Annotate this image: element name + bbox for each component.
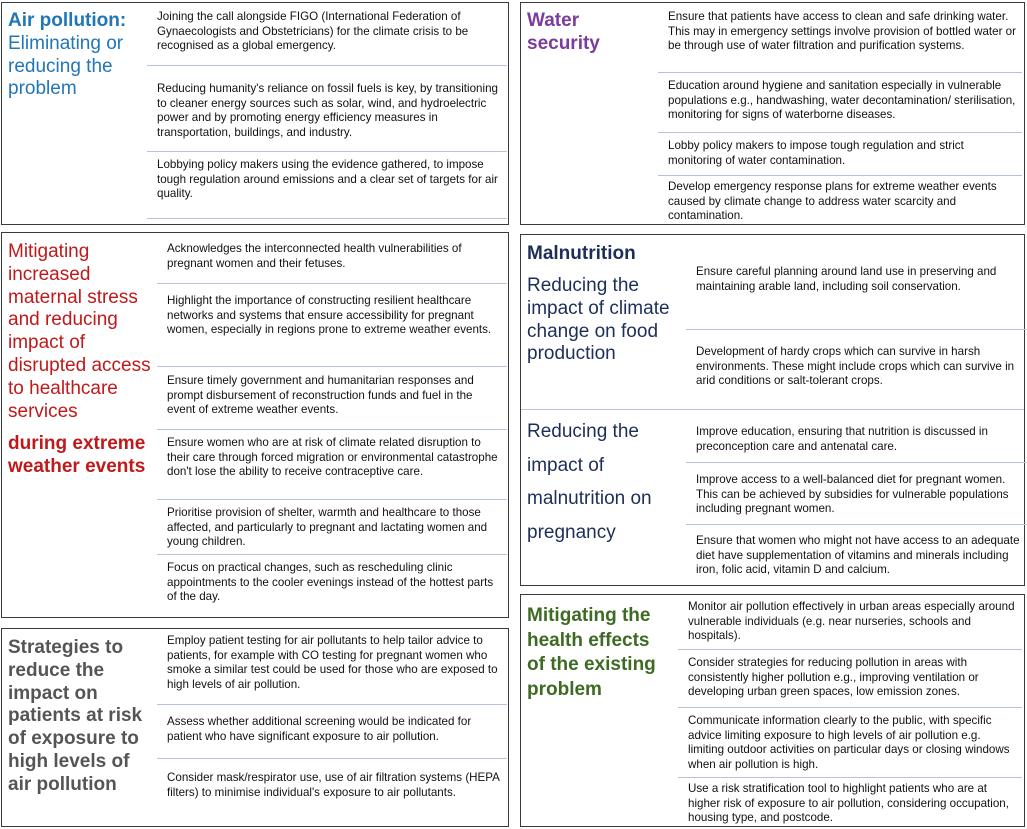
mitigating-list (678, 597, 1022, 824)
item-text: Improve education, ensuring that nutrition is discussed in preconception care and antenatal care. (696, 425, 988, 453)
list-item (157, 500, 507, 555)
air-pollution-panel (1, 2, 509, 225)
list-item (157, 367, 507, 430)
item-text: Development of hardy crops which can survive in harsh environments. These might include crops which can survive in arid conditions or salt-tolerant crops. (696, 345, 1015, 388)
water-security-list (658, 7, 1022, 223)
list-item (157, 705, 507, 759)
item-text: Joining the call alongside FIGO (International Federation of Gynaecologists and Obstetricians) for the climate crisis to be recognised as a global emergency. (157, 10, 469, 53)
list-item (157, 430, 507, 500)
mitigating-panel (520, 594, 1025, 827)
item-text: Acknowledges the interconnected health vulnerabilities of pregnant women and their fetuses. (167, 242, 462, 270)
list-item (678, 650, 1022, 708)
maternal-stress-title-bold: during extreme weather events (8, 433, 146, 478)
strategies-title: Strategies to reduce the impact on patients at risk of exposure to high levels of air pollution (8, 637, 143, 795)
list-item (678, 778, 1022, 824)
list-item (686, 330, 1026, 409)
list-item (658, 133, 1022, 176)
list-item (147, 152, 507, 219)
malnutrition-sub2: Reducing the impact of malnutrition on pregnancy (527, 421, 652, 543)
list-item (686, 235, 1026, 330)
list-item (157, 631, 507, 705)
list-item (147, 7, 507, 66)
air-pollution-list (147, 7, 507, 219)
maternal-stress-title-main: Mitigating increased maternal stress and reducing impact of disrupted access to healthcare services (8, 241, 151, 422)
air-pollution-title-bold: Air pollution: (8, 10, 127, 31)
item-text: Ensure women who are at risk of climate related disruption to their care through forced migration or environmental catastrophe don't lose the ability to receive contraceptive care. (167, 436, 498, 479)
item-text: Ensure careful planning around land use in preserving and maintaining arable land, including soil conservation. (696, 265, 997, 293)
list-item (157, 284, 507, 367)
item-text: Highlight the importance of constructing resilient healthcare networks and systems that ensure accessibility for pregnant women, especially in regions prone to extreme weather events. (167, 294, 492, 337)
item-text: Ensure that women who might not have access to an adequate diet have supplementation of vitamins and minerals including iron, folic acid, vitamin D and calcium. (696, 534, 1020, 577)
item-text: Consider mask/respirator use, use of air filtration systems (HEPA filters) to minimise individual's exposure to air pollutants. (167, 771, 500, 799)
strategies-panel (1, 628, 509, 827)
water-security-title: Water security (527, 10, 600, 54)
list-item (686, 463, 1026, 525)
list-item (678, 597, 1022, 650)
malnutrition-title: Malnutrition (527, 243, 636, 264)
list-item (658, 176, 1022, 223)
item-text: Ensure timely government and humanitarian responses and prompt disbursement of reconstruction funds and fuel in the event of extreme weather events. (167, 374, 474, 417)
list-item (658, 73, 1022, 133)
item-text: Prioritise provision of shelter, warmth and healthcare to those affected, and particularly to pregnant and lactating women and young children. (167, 506, 488, 549)
mitigating-title: Mitigating the health effects of the existing problem (527, 605, 656, 701)
strategies-list (157, 631, 507, 821)
item-text: Develop emergency response plans for extreme weather events caused by climate change to address water scarcity and contamination. (668, 180, 997, 223)
maternal-stress-title (8, 241, 156, 479)
list-item (157, 759, 507, 821)
list-item (157, 555, 507, 610)
item-text: Employ patient testing for air pollutants to help tailor advice to patients, for example with CO testing for pregnant women who smoke a similar test could be used for those who are exposed to high levels of air pollution. (167, 634, 498, 692)
list-item (678, 708, 1022, 778)
water-security-panel (520, 2, 1025, 225)
item-text: Lobby policy makers to impose tough regulation and strict monitoring of water contamination. (668, 139, 964, 167)
item-text: Consider strategies for reducing pollution in areas with consistently higher pollution e.g., improving ventilation or developing urban green spaces, low emission zones. (688, 656, 979, 699)
item-text: Use a risk stratification tool to highlight patients who are at higher risk of exposure to air pollution, considering occupation, housing type, and postcode. (688, 782, 1009, 825)
malnutrition-sub1: Reducing the impact of climate change on food production (527, 275, 670, 365)
maternal-stress-panel (1, 232, 509, 618)
item-text: Monitor air pollution effectively in urban areas especially around vulnerable individuals (e.g. near nurseries, schools and hospitals). (688, 600, 1015, 643)
malnutrition-list-2 (686, 411, 1026, 585)
item-text: Education around hygiene and sanitation especially in vulnerable populations e.g., handwashing, water decontamination/ sterilisation, monitoring for signs of waterborne diseases. (668, 79, 1016, 122)
air-pollution-title (8, 10, 146, 101)
list-item (157, 239, 507, 284)
malnutrition-divider (521, 409, 1024, 410)
list-item (686, 525, 1026, 585)
item-text: Ensure that patients have access to clean and safe drinking water. This may in emergency settings involve provision of bottled water or be through use of water filtration and purification systems. (668, 10, 1016, 53)
malnutrition-list-1 (686, 235, 1026, 409)
item-text: Improve access to a well-balanced diet for pregnant women. This can be achieved by subsidies for vulnerable populations including pregnant women. (696, 473, 1009, 516)
item-text: Lobbying policy makers using the evidence gathered, to impose tough regulation around emissions and a clear set of targets for air quality. (157, 158, 498, 201)
item-text: Assess whether additional screening would be indicated for patient who have significant exposure to air pollution. (167, 715, 472, 743)
maternal-stress-list (157, 239, 507, 610)
list-item (686, 411, 1026, 463)
item-text: Reducing humanity's reliance on fossil fuels is key, by transitioning to cleaner energy sources such as solar, wind, and hydroelectric power and by promoting energy efficiency measures in transportation, buildings, and industry. (157, 82, 498, 140)
item-text: Focus on practical changes, such as rescheduling clinic appointments to the cooler evenings instead of the hottest parts of the day. (167, 561, 494, 604)
list-item (147, 66, 507, 152)
item-text: Communicate information clearly to the public, with specific advice limiting exposure to high levels of air pollution e.g. limiting outdoor activities on particular days or closing windows when air pollution is high. (688, 714, 1010, 772)
air-pollution-title-sub: Eliminating or reducing the problem (8, 32, 124, 100)
malnutrition-panel (520, 234, 1025, 586)
list-item (658, 7, 1022, 73)
